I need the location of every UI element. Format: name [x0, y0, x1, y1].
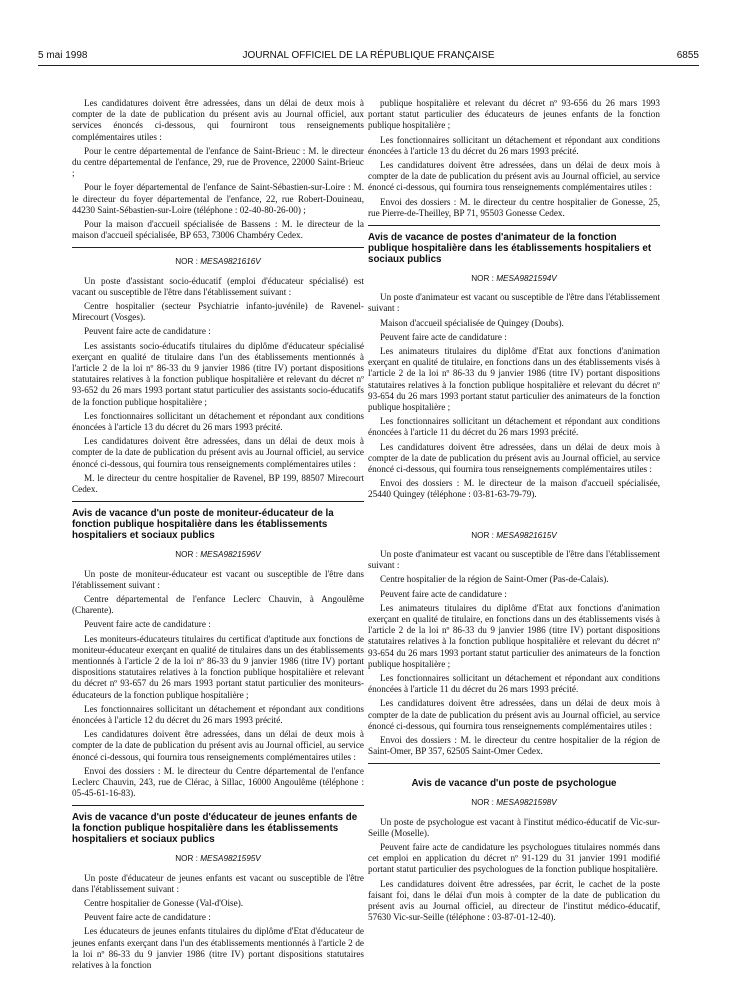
paragraph: Les animateurs titulaires du diplôme d'Etat aux fonctions d'animation exerçant en qualité de titulaire, en fonctions dans un des établissements visés à l'article 2 de la loi nº 86-33 du 9 janvier 1986 (titre IV) portant dispositions statutaires relatives à la fonction publique hospitalière et relevant du décret nº 93-654 du 26 mars 1993 portant statut particulier des animateurs de la fonction publique hospitalière ;	[368, 346, 660, 413]
paragraph: Envoi des dossiers : M. le directeur du centre hospitalier de Gonesse, 25, rue Pierre-de-Theilley, BP 71, 95503 Gonesse Cedex.	[368, 196, 660, 218]
notice-body	[368, 292, 660, 500]
paragraph: Un poste de psychologue est vacant à l'institut médico-éducatif de Vic-sur-Seille (Moselle).	[368, 816, 660, 838]
paragraph: Peuvent faire acte de candidature les psychologues titulaires nommés dans cet emploi en application du décret nº 91-129 du 31 janvier 1991 modifié portant statut particulier des psychologues de la fonction publique hospitalière.	[368, 841, 660, 875]
paragraph: Les candidatures doivent être adressées, dans un délai de deux mois à compter de la date de publication du présent avis au Journal officiel, au service énoncé ci-dessous, qui fournira tous renseignements complémentaires utiles :	[72, 436, 364, 469]
notice-heading: Avis de vacance d'un poste de psychologue	[411, 778, 617, 790]
paragraph: Les éducateurs de jeunes enfants titulaires du diplôme d'Etat d'éducateur de jeunes enfants exerçant dans l'un des établissements mentionnés à l'article 2 de la loi nº 86-33 du 9 janvier 1986 (titre IV) portant dispositions statutaires relatives à la fonction	[72, 926, 364, 970]
paragraph: Centre hospitalier (secteur Psychiatrie infanto-juvénile) de Ravenel-Mirecourt (Vosges).	[72, 301, 364, 323]
paragraph: Envoi des dossiers : M. le directeur du centre hospitalier de la région de Saint-Omer, BP 357, 62505 Saint-Omer Cedex.	[368, 734, 660, 757]
paragraph: Les moniteurs-éducateurs titulaires du certificat d'aptitude aux fonctions de moniteur-éducateur exerçant en qualité de titulaires dans un des établissements mentionnés à l'article 2 de la loi nº 86-33 du 9 janvier 1986 (titre IV) portant dispositions statutaires relatives à la fonction publique hospitalière et relevant du décret nº 93-657 du 26 mars 1993 portant statut particulier des moniteurs-éducateurs de la fonction publique hospitalière ;	[72, 633, 364, 700]
paragraph: publique hospitalière et relevant du décret nº 93-656 du 26 mars 1993 portant statut particulier des éducateurs de jeunes enfants de la fonction publique hospitalière ;	[368, 98, 660, 131]
notice-body	[72, 276, 364, 496]
journal-title: JOURNAL OFFICIEL DE LA RÉPUBLIQUE FRANÇAISE	[242, 50, 495, 61]
paragraph: Les fonctionnaires sollicitant un détachement et répondant aux conditions énoncées à l'article 12 du décret du 26 mars 1993 précité.	[72, 703, 364, 725]
page-number: 6855	[676, 50, 699, 61]
left-column	[72, 98, 364, 974]
section-rule	[72, 501, 364, 502]
paragraph: Centre hospitalier de Gonesse (Val-d'Oise).	[84, 897, 244, 908]
paragraph: Un poste de moniteur-éducateur est vacant ou susceptible de l'être dans l'établissement suivant :	[72, 568, 364, 590]
right-column	[368, 98, 660, 926]
header-rule	[38, 65, 699, 66]
notice-body	[368, 549, 660, 757]
paragraph: Peuvent faire acte de candidature :	[84, 326, 211, 337]
paragraph: Les candidatures doivent être adressées, dans un délai de deux mois à compter de la date de publication du présent avis au Journal officiel, au service énoncé ci-dessous, qui fournira tous renseignements complémentaires utiles :	[368, 698, 660, 731]
notice-heading: Avis de vacance d'un poste d'éducateur de jeunes enfants de la fonction publique hospitalière dans les établissements hospitaliers et sociaux publics	[72, 812, 358, 846]
page-header	[38, 50, 699, 64]
paragraph: Les fonctionnaires sollicitant un détachement et répondant aux conditions énoncées à l'article 11 du décret du 26 mars 1993 précité.	[368, 672, 660, 695]
paragraph: Les fonctionnaires sollicitant un détachement et répondant aux conditions énoncées à l'article 13 du décret du 26 mars 1993 précité.	[72, 410, 364, 433]
paragraph: Peuvent faire acte de candidature :	[84, 619, 211, 630]
paragraph: Les animateurs titulaires du diplôme d'Etat aux fonctions d'animation exerçant en qualité de titulaire, en fonctions dans un des établissements visés à l'article 2 de la loi nº 86-33 du 9 janvier 1986 (titre IV) portant dispositions statutaires relatives à la fonction publique hospitalière et relevant du décret nº 93-654 du 26 mars 1993 portant statut particulier des animateurs de la fonction publique hospitalière ;	[368, 602, 660, 669]
section-rule	[368, 763, 660, 764]
paragraph: Envoi des dossiers : M. le directeur du Centre départemental de l'enfance Leclerc Chauvin, 243, rue de Clérac, à Sillac, 16000 Angoulême (téléphone : 05-45-61-16-83).	[72, 765, 364, 799]
section-rule	[72, 247, 364, 248]
paragraph: Les candidatures doivent être adressées, par écrit, le cachet de la poste faisant foi, dans le délai d'un mois à compter de la date de publication du présent avis au Journal officiel, au directeur de l'institut médico-éducatif, 57630 Vic-sur-Seille (téléphone : 03-87-01-12-40).	[368, 878, 660, 923]
nor-reference: NOR : MESA9821595V	[175, 854, 261, 864]
section-rule	[72, 805, 364, 806]
paragraph: Un poste d'assistant socio-éducatif (emploi d'éducateur spécialisé) est vacant ou susceptible de l'être dans l'établissement suivant :	[72, 275, 364, 297]
notice-heading: Avis de vacance de postes d'animateur de la fonction publique hospitalière dans les établissements hospitaliers et sociaux publics	[368, 232, 652, 266]
paragraph: Les fonctionnaires sollicitant un détachement et répondant aux conditions énoncées à l'article 13 du décret du 26 mars 1993 précité.	[368, 134, 660, 156]
paragraph: M. le directeur du centre hospitalier de Ravenel, BP 199, 88507 Mirecourt Cedex.	[72, 472, 364, 495]
paragraph: Maison d'accueil spécialisée de Quingey (Doubs).	[380, 317, 564, 328]
paragraph: Les assistants socio-éducatifs titulaires du diplôme d'éducateur spécialisé exerçant en qualité de titulaire dans l'un des établissements mentionnés à l'article 2 de la loi nº 86-33 du 9 janvier 1986 (titre IV) portant dispositions statutaires relatives à la fonction publique hospitalière et relevant du décret nº 93-652 du 26 mars 1993 portant statut particulier des assistants socio-éducatifs de la fonction publique hospitalière ;	[72, 340, 364, 407]
notice-body	[72, 873, 364, 972]
nor-reference: NOR : MESA9821598V	[471, 798, 557, 808]
paragraph: Les fonctionnaires sollicitant un détachement et répondant aux conditions énoncées à l'article 11 du décret du 26 mars 1993 précité.	[368, 416, 660, 438]
paragraph: Peuvent faire acte de candidature :	[84, 912, 211, 923]
paragraph: Un poste d'animateur est vacant ou susceptible de l'être dans l'établissement suivant :	[368, 292, 660, 314]
notice-body	[368, 98, 660, 219]
paragraph: Pour le centre départemental de l'enfance de Saint-Brieuc : M. le directeur du centre départemental de l'enfance, 29, rue de Provence, 22000 Saint-Brieuc ;	[72, 145, 364, 179]
paragraph: Envoi des dossiers : M. le directeur de la maison d'accueil spécialisée, 25440 Quingey (téléphone : 03-81-63-79-79).	[368, 478, 660, 500]
paragraph: Les candidatures doivent être adressées, dans un délai de deux mois à compter de la date de publication du présent avis au Journal officiel, aux services énoncés ci-dessous, qui fourniront tous renseignements complémentaires utiles :	[72, 98, 364, 142]
notice-body	[368, 817, 660, 924]
paragraph: Peuvent faire acte de candidature :	[380, 588, 507, 599]
nor-reference: NOR : MESA9821596V	[175, 550, 261, 560]
paragraph: Un poste d'éducateur de jeunes enfants est vacant ou susceptible de l'être dans l'établissement suivant :	[72, 872, 364, 894]
nor-reference: NOR : MESA9821616V	[175, 257, 261, 267]
paragraph: Pour le foyer départemental de l'enfance de Saint-Sébastien-sur-Loire : M. le directeur du foyer départemental de l'enfance, 22, rue Robert-Douineau, 44230 Saint-Sébastien-sur-Loire (téléphone : 02-40-80-26-00) ;	[72, 182, 364, 215]
notice-body	[72, 569, 364, 800]
nor-reference: NOR : MESA9821594V	[471, 274, 557, 284]
nor-reference: NOR : MESA9821615V	[471, 530, 557, 540]
paragraph: Un poste d'animateur est vacant ou susceptible de l'être dans l'établissement suivant :	[368, 548, 660, 571]
paragraph: Les candidatures doivent être adressées, dans un délai de deux mois à compter de la date de publication du présent avis au Journal officiel, au service énoncé ci-dessous, qui fournira tous renseignements complémentaires utiles :	[72, 729, 364, 762]
section-rule	[368, 225, 660, 226]
paragraph: Pour la maison d'accueil spécialisée de Bassens : M. le directeur de la maison d'accueil spécialisée, BP 653, 73006 Chambéry Cedex.	[72, 219, 364, 241]
paragraph: Les candidatures doivent être adressées, dans un délai de deux mois à compter de la date de publication du présent avis au Journal officiel, au service énoncé ci-dessous, qui fournira tous renseignements complémentaires utiles :	[368, 441, 660, 475]
issue-date: 5 mai 1998	[38, 50, 88, 61]
paragraph: Centre départemental de l'enfance Leclerc Chauvin, à Angoulême (Charente).	[72, 593, 364, 616]
notice-heading: Avis de vacance d'un poste de moniteur-éducateur de la fonction publique hospitalière dans les établissements hospitaliers et sociaux publics	[72, 508, 334, 542]
paragraph: Peuvent faire acte de candidature :	[380, 331, 507, 342]
paragraph: Centre hospitalier de la région de Saint-Omer (Pas-de-Calais).	[380, 574, 609, 585]
paragraph: Les candidatures doivent être adressées, dans un délai de deux mois à compter de la date de publication du présent avis au Journal officiel, au service énoncé ci-dessous, qui fournira tous renseignements complémentaires utiles :	[368, 160, 660, 193]
